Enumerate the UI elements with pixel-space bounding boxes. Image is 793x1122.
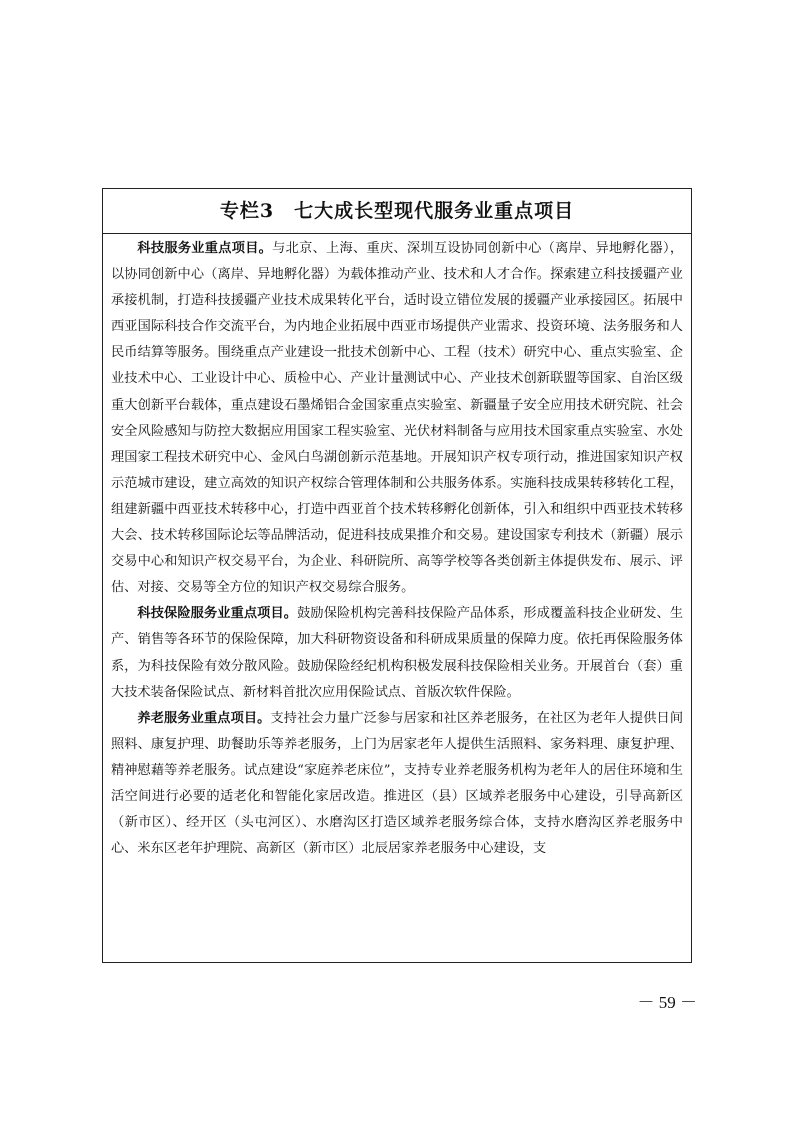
page-number: － 59 － bbox=[637, 993, 697, 1012]
paragraph-heading: 科技保险服务业重点项目。 bbox=[137, 606, 298, 622]
feature-box bbox=[102, 188, 692, 963]
paragraph-heading: 科技服务业重点项目。 bbox=[137, 241, 273, 256]
paragraph-tech-insurance bbox=[111, 601, 683, 705]
paragraph-elderly-care bbox=[111, 706, 683, 863]
paragraph-text: 与北京、上海、重庆、深圳互设协同创新中心（离岸、异地孵化器），以协同创新中心（离岸、异地孵化器）为载体推动产业、技术和人才合作。探索建立科技援疆产业承接机制，打造科技援疆产业技术成果转化平台，适时设立错位发展的援疆产业承接园区。拓展中西亚国际科技合作交流平台，为内地企业拓展中西亚市场提供产业需求、投资环境、法务服务和人民币结算等服务。围绕重点产业建设一批技术创新中心、工程（技术）研究中心、重点实验室、企业技术中心、工业设计中心、质检中心、产业计量测试中心、产业技术创新联盟等国家、自治区级重大创新平台载体，重点建设石墨烯铝合金国家重点实验室、新疆量子安全应用技术研究院、社会安全风险感知与防控大数据应用国家工程实验室、光伏材料制备与应用技术国家重点实验室、水处理国家工程技术研究中心、金风白鸟湖创新示范基地。开展知识产权专项行动，推进国家知识产权示范城市建设，建立高效的知识产权综合管理体制和公共服务体系。实施科技成果转移转化工程，组建新疆中西亚技术转移中心，打造中西亚首个技术转移孵化创新体，引入和组织中西亚技术转移大会、技术转移国际论坛等品牌活动，促进科技成果推介和交易。建设国家专利技术（新疆）展示交易中心和知识产权交易平台，为企业、科研院所、高等学校等各类创新主体提供发布、展示、评估、对接、交易等全方位的知识产权交易综合服务。 bbox=[111, 241, 684, 596]
paragraph-heading: 养老服务业重点项目。 bbox=[137, 710, 271, 726]
box-title: 专栏3 七大成长型现代服务业重点项目 bbox=[103, 189, 691, 234]
paragraph-text: 支持社会力量广泛参与居家和社区养老服务，在社区为老年人提供日间照料、康复护理、助餐助乐等养老服务，上门为居家老年人提供生活照料、家务料理、康复护理、精神慰藉等养老服务。试点建设“家庭养老床位”，支持专业养老服务机构为老年人的居住环境和生活空间进行必要的适老化和智能化家居改造。推进区（县）区域养老服务中心建设，引导高新区（新市区）、经开区（头屯河区）、水磨沟区打造区域养老服务综合体，支持水磨沟区养老服务中心、米东区老年护理院、高新区（新市区）北辰居家养老服务中心建设，支 bbox=[111, 710, 684, 857]
box-content bbox=[103, 234, 691, 862]
paragraph-text: 鼓励保险机构完善科技保险产品体系，形成覆盖科技企业研发、生产、销售等各环节的保险保障，加大科研物资设备和科研成果质量的保障力度。依托再保险服务体系，为科技保险有效分散风险。鼓励保险经纪机构积极发展科技保险相关业务。开展首台（套）重大技术装备保险试点、新材料首批次应用保险试点、首版次软件保险。 bbox=[111, 606, 684, 700]
paragraph-science-tech-services bbox=[111, 236, 683, 601]
